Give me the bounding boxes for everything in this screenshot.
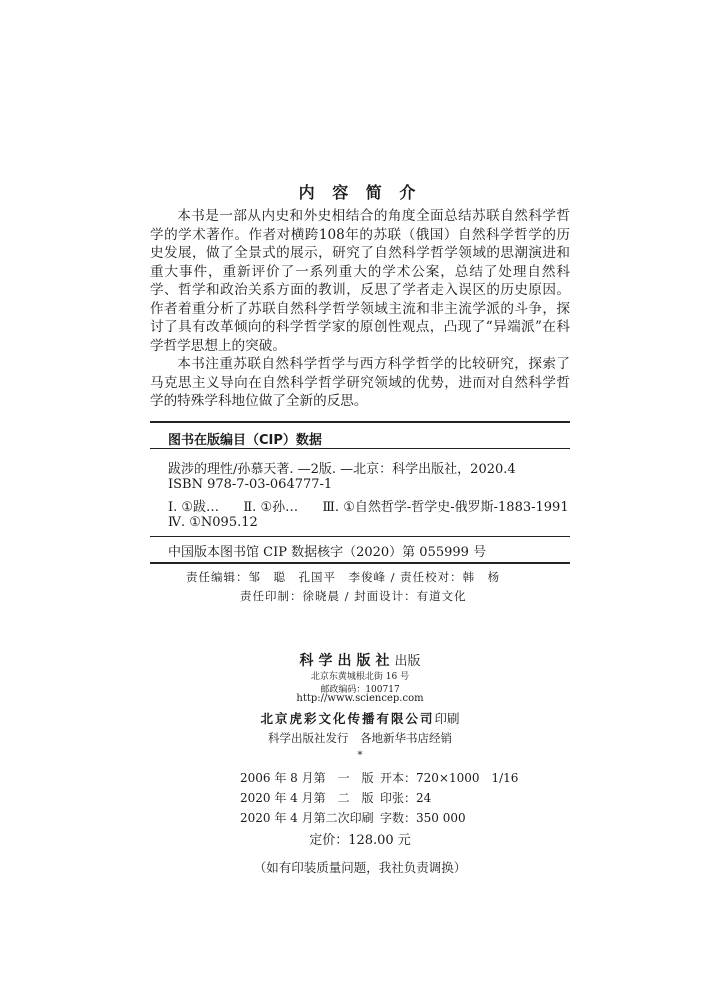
publisher-postcode: 邮政编码：100717 — [320, 685, 400, 695]
distribution: 科学出版社发行 各地新华书店经销 — [268, 731, 452, 745]
edition-second: 2020 年 4 月第 二 版 — [240, 791, 374, 805]
publisher-name-suffix: 出版 — [394, 654, 421, 669]
printing-second: 2020 年 4 月第二次印刷 — [240, 811, 374, 825]
publisher-address: 北京东黄城根北街 16 号 — [310, 672, 410, 682]
price: 定价：128.00 元 — [309, 833, 411, 848]
cip-middle-rule — [150, 536, 570, 537]
summary-paragraph-2: 本书注重苏联自然科学哲学与西方科学哲学的比较研究，探索了马克思主义导向在自然科学哲学研究领域的优势，进而对自然科学哲学的特殊学科地位做了全新的反思。 — [150, 356, 570, 409]
cip-verification: 中国版本图书馆 CIP 数据核字（2020）第 055999 号 — [168, 545, 487, 560]
print-sheets: 印张：24 — [380, 791, 432, 805]
edition-row-3 — [240, 809, 466, 826]
cip-class-1: Ⅰ. ①跋… — [168, 500, 220, 515]
printer-row — [0, 708, 720, 727]
cip-entry: 跋涉的理性/孙慕天著. —2版. —北京：科学出版社，2020.4 — [168, 462, 516, 477]
edition-first: 2006 年 8 月第 一 版 — [240, 771, 374, 785]
printer-name: 北京虎彩文化传播有限公司 — [260, 711, 435, 726]
cip-class-2: Ⅱ. ①孙… — [243, 500, 299, 515]
cip-title-rule — [150, 448, 570, 449]
summary-body — [150, 207, 570, 411]
cip-isbn: ISBN 978-7-03-064777-1 — [168, 477, 333, 492]
credits-production: 责任印制：徐晓晨 / 封面设计：有道文化 — [240, 589, 467, 603]
cip-class-3: Ⅲ. ①自然哲学-哲学史-俄罗斯-1883-1991 — [322, 500, 569, 515]
publisher-name-row — [0, 650, 720, 670]
credits-editors: 责任编辑：邹 聪 孔国平 李俊峰 / 责任校对：韩 杨 — [186, 570, 501, 584]
word-count: 字数：350 000 — [380, 811, 466, 825]
format-size: 开本：720×1000 1/16 — [380, 771, 519, 785]
cip-title: 图书在版编目（CIP）数据 — [168, 433, 322, 448]
quality-note: （如有印装质量问题，我社负责调换） — [253, 860, 467, 875]
edition-row-2 — [240, 789, 431, 806]
summary-heading: 内 容 简 介 — [298, 183, 422, 202]
publisher-url: http://www.sciencep.com — [296, 693, 424, 704]
cip-bottom-rule — [150, 562, 570, 564]
cip-class-4: Ⅳ. ①N095.12 — [168, 515, 258, 530]
cip-classification-row — [168, 496, 569, 515]
summary-paragraph-1: 本书是一部从内史和外史相结合的角度全面总结苏联自然科学哲学的学术著作。作者对横跨108年的苏联（俄国）自然科学哲学的历史发展，做了全景式的展示，研究了自然科学哲学领域的思潮演进和重大事件，重新评价了一系列重大的学术公案，总结了处理自然科学、哲学和政治关系方面的教训，反思了学者走入误区的历史原因。作者着重分析了苏联自然科学哲学领域主流和非主流学派的斗争，探讨了具有改革倾向的科学哲学家的原创性观点，凸现了“异端派”在科学哲学思想上的突破。 — [150, 208, 570, 354]
edition-row-1 — [240, 769, 518, 786]
separator-asterisk: * — [357, 750, 363, 761]
cip-top-rule — [150, 421, 570, 423]
publisher-name: 科学出版社 — [299, 653, 395, 669]
printer-suffix: 印刷 — [434, 711, 460, 726]
